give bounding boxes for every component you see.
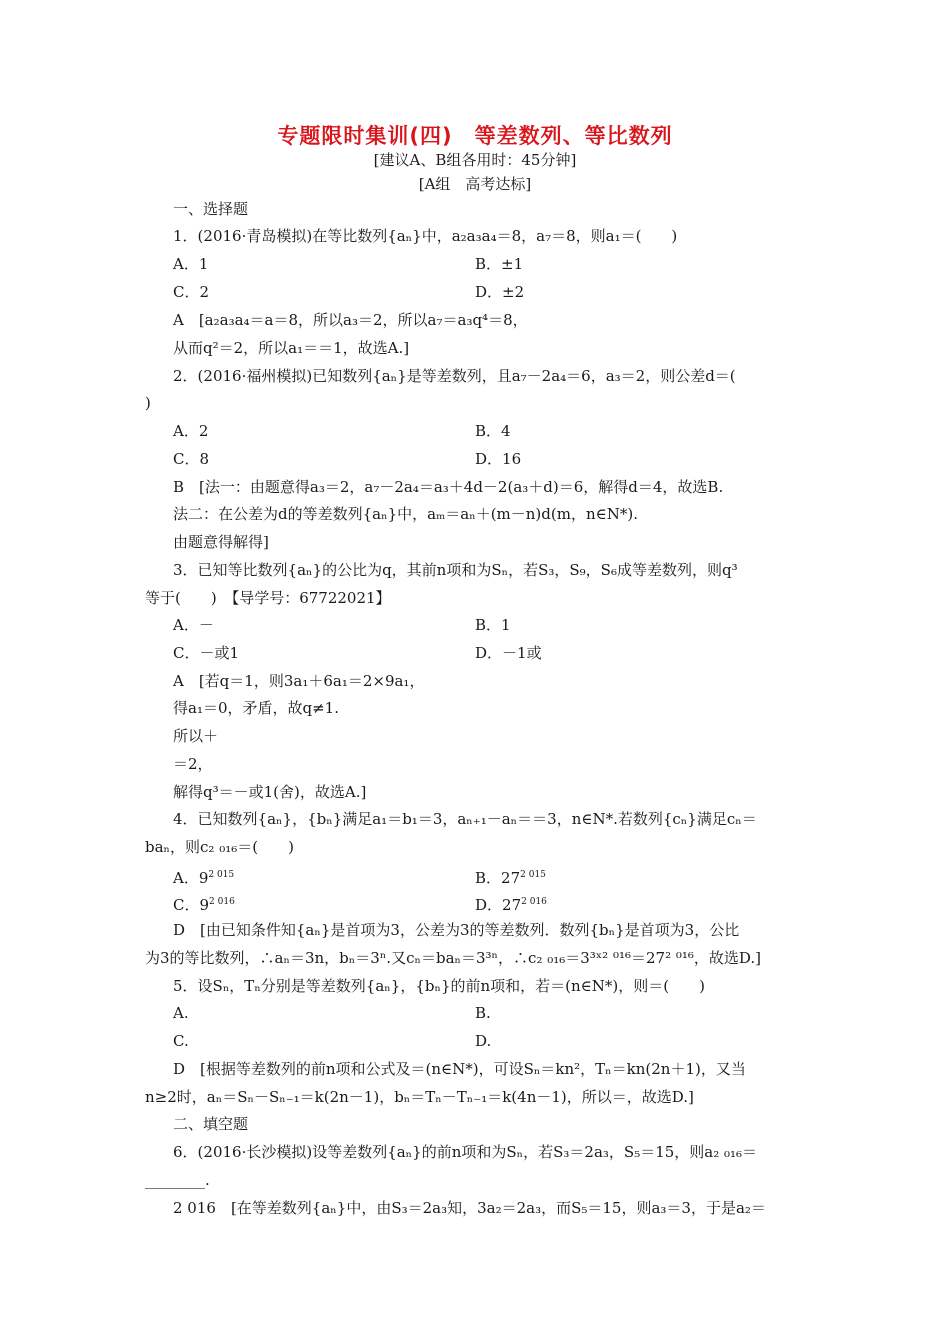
q3-stem-line1: 3．已知等比数列{aₙ}的公比为q，其前n项和为Sₙ，若S₃，S₉，S₆成等差数列，则q³ <box>173 561 738 579</box>
q4-option-a <box>173 865 234 888</box>
q4-option-d-base: D．27 <box>475 896 522 914</box>
q2-option-a: A．2 <box>173 422 209 440</box>
q5-stem: 5．设Sₙ，Tₙ分别是等差数列{aₙ}，{bₙ}的前n项和，若＝(n∈N*)，则＝( ) <box>173 977 705 995</box>
q2-option-b: B．4 <box>475 422 511 440</box>
q3-answer-line2: 得a₁＝0，矛盾，故q≠1. <box>173 699 339 717</box>
q4-answer-line2: 为3的等比数列，∴aₙ＝3n，bₙ＝3ⁿ.又cₙ＝baₙ＝3³ⁿ，∴c₂ ₀₁₆＝3³ˣ² ⁰¹⁶＝27² ⁰¹⁶，故选D.] <box>145 949 762 967</box>
q2-answer-line3: 由题意得解得] <box>173 533 269 551</box>
q3-answer-line1: A [若q＝1，则3a₁＋6a₁＝2×9a₁， <box>173 672 425 690</box>
q4-option-c <box>173 892 235 915</box>
q4-option-a-exponent: 2 015 <box>208 870 235 880</box>
q4-stem-line1: 4．已知数列{aₙ}，{bₙ}满足a₁＝b₁＝3，aₙ₊₁－aₙ＝＝3，n∈N*.若数列{cₙ}满足cₙ＝ <box>173 810 757 828</box>
q2-stem-line1: 2．(2016·福州模拟)已知数列{aₙ}是等差数列，且a₇－2a₄＝6，a₃＝2，则公差d＝( <box>173 367 736 385</box>
q1-option-a: A．1 <box>173 255 209 273</box>
q5-option-d: D. <box>475 1032 492 1050</box>
q2-option-d: D．16 <box>475 450 522 468</box>
q1-answer-line2: 从而q²＝2，所以a₁＝＝1，故选A.] <box>173 339 410 357</box>
q6-stem-line2: ________. <box>145 1171 210 1189</box>
q3-stem-line2: 等于( ) 【导学号：67722021】 <box>145 589 391 607</box>
q4-answer-line1: D [由已知条件知{aₙ}是首项为3，公差为3的等差数列．数列{bₙ}是首项为3，公比 <box>173 921 740 939</box>
q3-answer-line5: 解得q³＝－或1(舍)，故选A.] <box>173 783 367 801</box>
q3-option-b: B．1 <box>475 616 511 634</box>
q4-option-b-exponent: 2 015 <box>520 870 546 880</box>
q6-answer-line1: 2 016 [在等差数列{aₙ}中，由S₃＝2a₃知，3a₂＝2a₃，而S₅＝15，则a₃＝3，于是a₂＝ <box>173 1199 766 1217</box>
section-heading-fill: 二、填空题 <box>173 1115 249 1133</box>
section-heading-choice: 一、选择题 <box>173 200 249 218</box>
q3-answer-line4: ＝2， <box>173 755 213 773</box>
q3-option-a: A．－ <box>173 616 214 634</box>
group-label: [A组 高考达标] <box>418 175 532 193</box>
q1-option-d: D．±2 <box>475 283 525 301</box>
q2-answer-line1: B [法一：由题意得a₃＝2，a₇－2a₄＝a₃＋4d－2(a₃＋d)＝6，解得d＝4，故选B. <box>173 478 724 496</box>
q2-stem-line2: ) <box>145 394 151 412</box>
q4-option-b <box>475 865 546 888</box>
q3-option-d: D．－1或 <box>475 644 542 662</box>
q5-option-c: C. <box>173 1032 189 1050</box>
q4-option-a-base: A．9 <box>173 869 209 887</box>
q3-answer-line3: 所以＋ <box>173 727 219 745</box>
q4-option-d <box>475 892 547 915</box>
q4-option-c-base: C．9 <box>173 896 210 914</box>
q1-option-c: C．2 <box>173 283 210 301</box>
q4-option-b-base: B．27 <box>475 869 521 887</box>
q5-answer-line1: D [根据等差数列的前n项和公式及＝(n∈N*)，可设Sₙ＝kn²，Tₙ＝kn(2n＋1)，又当 <box>173 1060 746 1078</box>
q6-stem-line1: 6．(2016·长沙模拟)设等差数列{aₙ}的前n项和为Sₙ，若S₃＝2a₃，S₅＝15，则a₂ ₀₁₆＝ <box>173 1143 758 1161</box>
q5-option-b: B. <box>475 1004 491 1022</box>
q2-answer-line2: 法二：在公差为d的等差数列{aₙ}中，aₘ＝aₙ＋(m－n)d(m，n∈N*). <box>173 505 638 523</box>
q4-option-c-exponent: 2 016 <box>209 897 235 907</box>
q1-option-b: B．±1 <box>475 255 524 273</box>
q1-answer-line1: A [a₂a₃a₄＝a＝8，所以a₃＝2，所以a₇＝a₃q⁴＝8， <box>173 311 528 329</box>
q1-stem: 1．(2016·青岛模拟)在等比数列{aₙ}中，a₂a₃a₄＝8，a₇＝8，则a₁＝( ) <box>173 227 678 245</box>
q3-option-c: C．－或1 <box>173 644 240 662</box>
q4-stem-line2: baₙ，则c₂ ₀₁₆＝( ) <box>145 838 294 856</box>
q5-option-a: A. <box>173 1004 189 1022</box>
q5-answer-line2: n≥2时，aₙ＝Sₙ－Sₙ₋₁＝k(2n－1)，bₙ＝Tₙ－Tₙ₋₁＝k(4n－1)，所以＝，故选D.] <box>145 1088 694 1106</box>
q4-option-d-exponent: 2 016 <box>521 897 547 907</box>
q2-option-c: C．8 <box>173 450 210 468</box>
time-note: [建议A、B组各用时：45分钟] <box>373 151 577 169</box>
page-title: 专题限时集训(四) 等差数列、等比数列 <box>277 124 673 148</box>
